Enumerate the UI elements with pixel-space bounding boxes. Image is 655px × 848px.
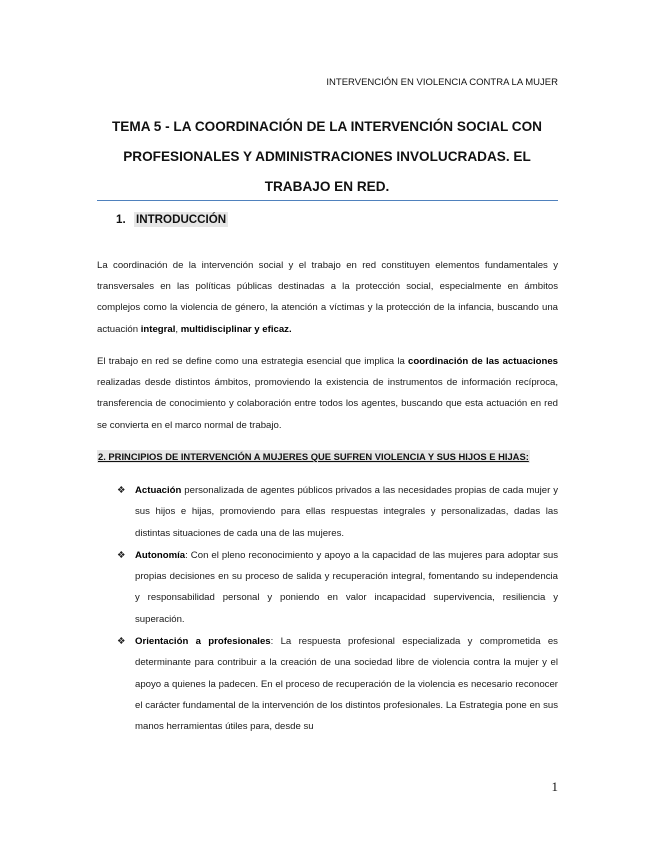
intro-paragraph-2-text-start: El trabajo en red se define como una estrategia esencial que implica la: [97, 356, 409, 367]
list-item: [97, 480, 558, 544]
principle-text: personalizada de agentes públicos privados a las necesidades propias de cada mujer y sus hijos e hijas, promoviendo para ellas respuestas integrales y personalizadas, dadas las distintas situaciones de cada una de las mujeres.: [135, 485, 558, 539]
intro-separator: ,: [175, 323, 181, 335]
principle-term: Orientación a profesionales: [135, 636, 271, 648]
principle-term: Actuación: [135, 485, 182, 496]
section-1-number: 1.: [116, 213, 126, 226]
page-number: 1: [551, 779, 558, 794]
section-2-title: 2. PRINCIPIOS DE INTERVENCIÓN A MUJERES QUE SUFREN VIOLENCIA Y SUS HIJOS E HIJAS:: [98, 451, 529, 462]
principle-term: Autonomía: [135, 549, 186, 561]
document-title: TEMA 5 - LA COORDINACIÓN DE LA INTERVENCIÓN SOCIAL CON PROFESIONALES Y ADMINISTRACIONES INVOLUCRADAS. EL TRABAJO EN RED.: [112, 119, 542, 194]
intro-paragraph-2-text-end: realizadas desde distintos ámbitos, promoviendo la existencia de instrumentos de información recíproca, transferencia de conocimiento y colaboración entre todos los agentes, buscando que esta actuación en red se convierta en el marco normal de trabajo.: [97, 377, 558, 431]
intro-paragraph-1: [97, 255, 558, 340]
intro-emphasis-integral: integral: [140, 323, 176, 335]
intro-paragraph-1-text: La coordinación de la intervención social y el trabajo en red constituyen elementos fundamentales y transversales en las políticas públicas destinadas a la protección social, especialmente en ámbitos complejos como la violencia de género, la atención a víctimas y la protección de la infancia, buscando una actuación: [97, 260, 558, 335]
intro-emphasis-multidisciplinar: multidisciplinar y eficaz.: [180, 323, 292, 335]
section-1-heading: [116, 213, 228, 226]
principle-text: : Con el pleno reconocimiento y apoyo a la capacidad de las mujeres para adoptar sus propias decisiones en su proceso de salida y recuperación integral, fomentando su independencia y responsabilidad personal y poniendo en valor incapacidad supervivencia, resiliencia y superación.: [135, 549, 558, 625]
intro-paragraph-2: [97, 351, 558, 436]
running-header: INTERVENCIÓN EN VIOLENCIA CONTRA LA MUJER: [326, 77, 558, 88]
list-item: [97, 631, 558, 737]
diamond-bullet-icon: ❖: [117, 485, 126, 496]
principle-text: : La respuesta profesional especializada y comprometida es determinante para contribuir a la creación de una sociedad libre de violencia contra la mujer y el apoyo a quienes la padecen. En el proceso de recuperación de la violencia es necesario reconocer el carácter fundamental de la intervención de los distintos profesionales. La Estrategia pone en sus manos herramientas útiles para, desde su: [135, 636, 558, 733]
diamond-bullet-icon: ❖: [117, 549, 126, 561]
list-item: [97, 545, 558, 630]
diamond-bullet-icon: ❖: [117, 636, 126, 648]
title-divider: [97, 200, 558, 201]
section-2-heading: [97, 451, 530, 462]
principles-list: [97, 480, 558, 739]
intro-emphasis-coordinacion: coordinación de las actuaciones: [408, 356, 558, 367]
section-1-title: INTRODUCCIÓN: [136, 213, 227, 226]
